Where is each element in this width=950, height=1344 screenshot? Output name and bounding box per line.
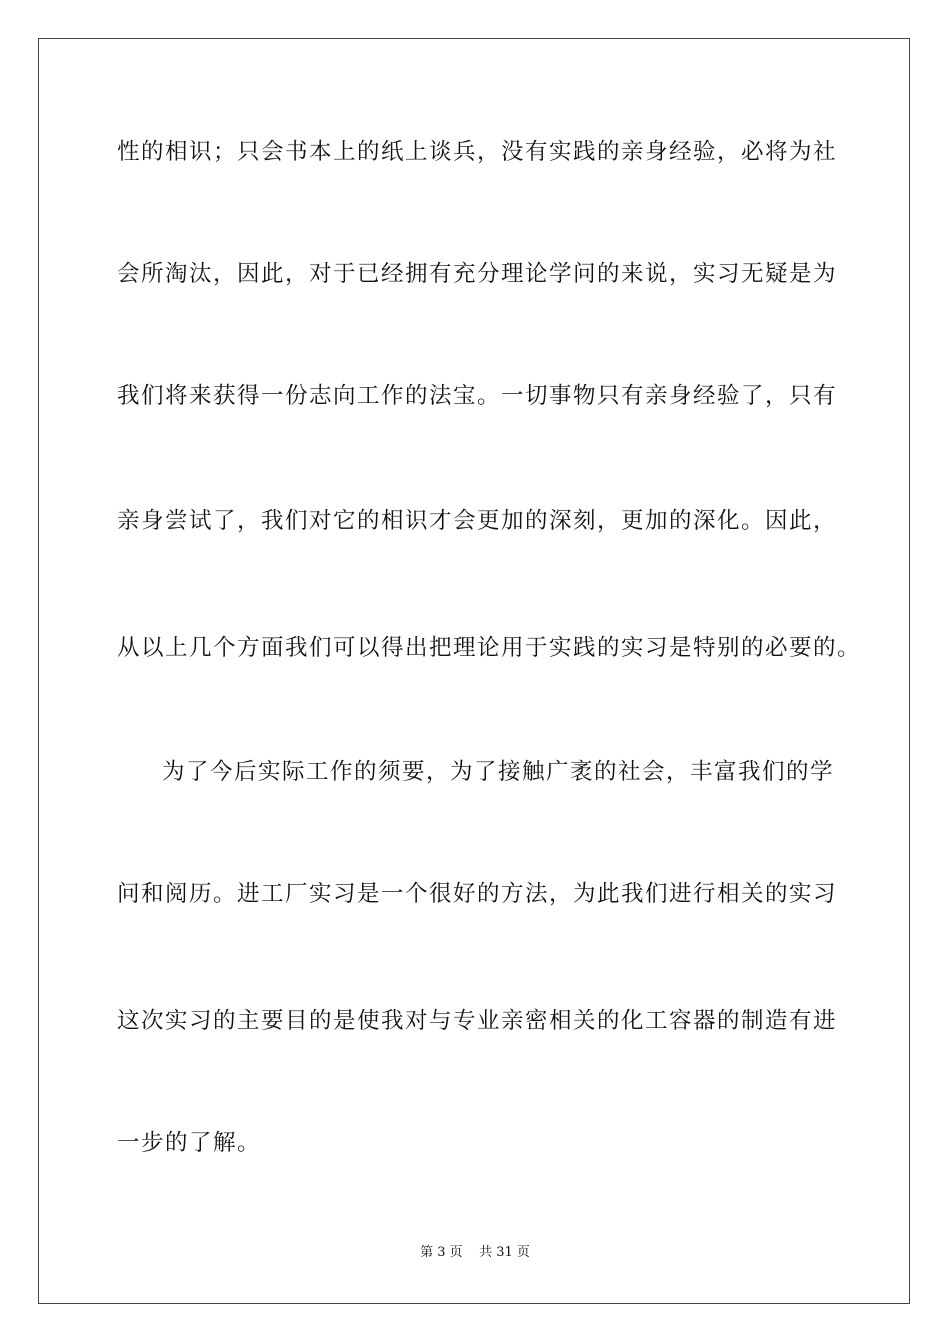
paragraph-line-2: 会所淘汰，因此，对于已经拥有充分理论学问的来说，实习无疑是为 xyxy=(117,261,838,287)
paragraph-line-1: 性的相识；只会书本上的纸上谈兵，没有实践的亲身经验，必将为社 xyxy=(117,139,838,165)
page-number-footer: 第 3 页 共 31 页 xyxy=(420,1245,530,1260)
paragraph-line-7: 问和阅历。进工厂实习是一个很好的方法，为此我们进行相关的实习 xyxy=(117,881,838,907)
page-border xyxy=(38,38,910,1304)
paragraph-line-5: 从以上几个方面我们可以得出把理论用于实践的实习是特别的必要的。 xyxy=(117,635,862,661)
paragraph-line-9: 一步的了解。 xyxy=(117,1130,262,1156)
paragraph-line-4: 亲身尝试了，我们对它的相识才会更加的深刻，更加的深化。因此， xyxy=(117,508,838,534)
paragraph-line-3: 我们将来获得一份志向工作的法宝。一切事物只有亲身经验了，只有 xyxy=(117,383,838,409)
paragraph-line-6: 为了今后实际工作的须要，为了接触广袤的社会，丰富我们的学 xyxy=(162,759,835,785)
paragraph-line-8: 这次实习的主要目的是使我对与专业亲密相关的化工容器的制造有进 xyxy=(117,1008,838,1034)
